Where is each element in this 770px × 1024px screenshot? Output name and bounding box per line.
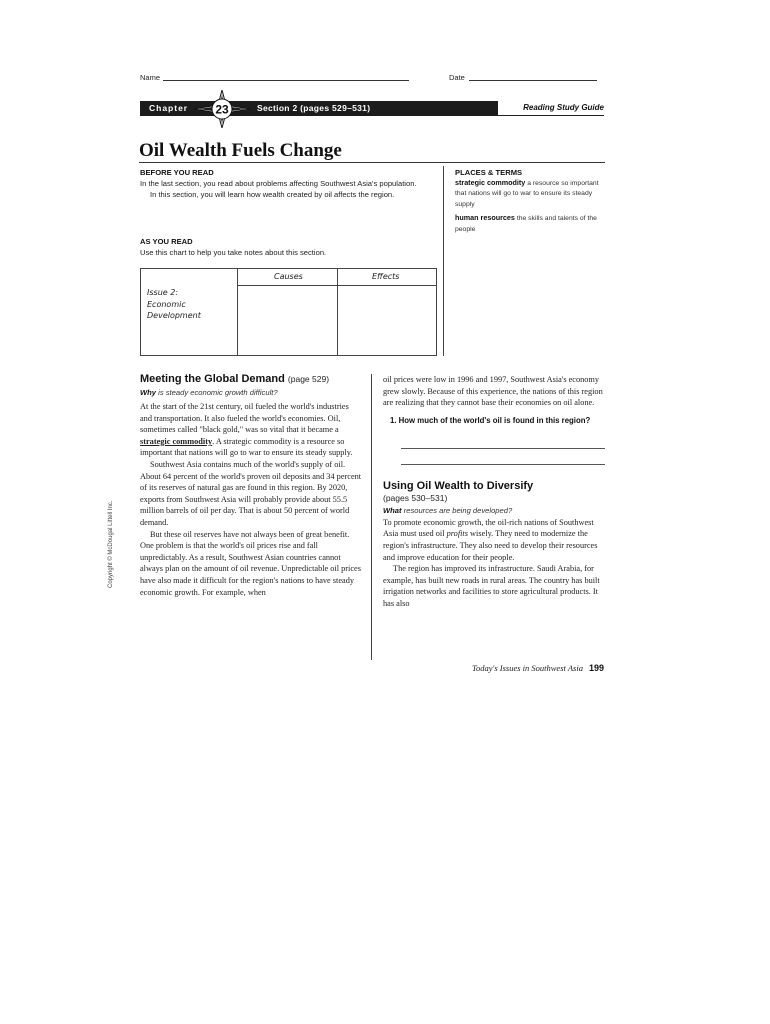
date-label: Date	[449, 73, 465, 82]
page-number: 199	[588, 663, 604, 673]
term1-word: strategic commodity	[455, 178, 526, 187]
as-you-read-heading: AS YOU READ	[140, 237, 193, 246]
section1-p1-a: At the start of the 21st century, oil fueled the world's industries and transportation. It also fueled the world's economies. Oil, sometimes called "black gold," was so vital that it became a	[140, 402, 349, 435]
section1-question	[140, 388, 362, 397]
chart-effects-cell[interactable]	[339, 286, 436, 355]
places-terms	[455, 168, 605, 235]
row-label-line-3: Development	[147, 311, 201, 320]
section1-p2: Southwest Asia contains much of the world's supply of oil. About 64 percent of the world's proven oil deposits and 34 percent of its reserves of natural gas are found in this region. By 2020, exports from Southwest Asia will probably provide about 55.5 million barrels of oil per day. That is about 50 percent of world demand.	[140, 459, 362, 527]
banner-rule	[498, 115, 604, 116]
term2-def: the skills and talents of the people	[455, 215, 597, 233]
column-divider	[371, 374, 372, 660]
page-footer	[472, 663, 604, 673]
question-1: 1. How much of the world's oil is found in this region?	[390, 415, 591, 425]
section2-q-rest: resources are being developed?	[403, 505, 513, 515]
answer-line-2[interactable]	[401, 464, 605, 465]
section1-title: Meeting the Global Demand	[140, 373, 285, 385]
section1-p1-b: . A strategic commodity is a resource so important that nations will go to war to ensure its steady supply.	[140, 436, 353, 458]
before-p1: In the last section, you read about problems affecting Southwest Asia's population.	[140, 179, 417, 188]
section2-p2: The region has improved its infrastructure. Saudi Arabia, for example, has built new roads in rural areas. The country has built irrigation networks and facilities to store agricultural products. It has also	[383, 564, 600, 608]
section2-body	[383, 517, 605, 610]
chart-causes-column[interactable]	[238, 269, 338, 355]
section1-continued: oil prices were low in 1996 and 1997, Southwest Asia's economy grew slowly. Because of this experience, the nations of this region are realizing that they cannot base their economies on oil alone.	[383, 375, 603, 408]
effects-header: Effects	[372, 272, 400, 281]
as-you-read	[140, 237, 435, 258]
date-line[interactable]	[469, 80, 597, 81]
section-global-demand	[140, 373, 362, 598]
section1-page: (page 529)	[287, 374, 330, 384]
chart-row-label	[147, 287, 201, 322]
page-title: Oil Wealth Fuels Change	[139, 140, 342, 161]
section1-p1	[140, 401, 362, 459]
row-label-line-1: Issue 2:	[147, 288, 179, 297]
guide-label: Reading Study Guide	[523, 103, 604, 112]
causes-header: Causes	[274, 272, 303, 281]
compass-star-icon	[194, 90, 250, 128]
as-you-read-text: Use this chart to help you take notes about this section.	[140, 248, 327, 257]
section1-q-word: Why	[140, 388, 157, 397]
copyright-notice: Copyright © McDougal Littell Inc.	[108, 500, 114, 588]
section1-p3: But these oil reserves have not always been of great benefit. One problem is that the world's oil prices rise and fall unpredictably. As a result, Southwest Asian countries cannot always plan on the amount of oil revenue. Unpredictable oil prices have also made it difficult for the region's nations to have steady economic growth. For example, when	[140, 529, 361, 597]
section1-p1-term: strategic commodity	[140, 436, 213, 446]
term-human-resources	[455, 213, 605, 235]
section2-heading: Using Oil Wealth to Diversify	[383, 479, 534, 492]
right-column	[383, 374, 605, 610]
section2-question	[383, 506, 605, 515]
before-you-read	[140, 168, 435, 201]
name-line[interactable]	[163, 80, 409, 81]
notes-chart	[140, 268, 437, 356]
places-terms-heading: PLACES & TERMS	[455, 168, 523, 177]
section-label: Section 2 (pages 529–531)	[257, 103, 371, 113]
title-rule	[139, 162, 605, 163]
footer-book-title: Today's Issues in Southwest Asia	[472, 663, 583, 673]
before-p2: In this section, you will learn how wealth created by oil affects the region.	[150, 190, 395, 200]
chapter-label: Chapter	[149, 103, 189, 113]
chapter-banner	[140, 101, 604, 116]
section1-q-rest: is steady economic growth difficult?	[158, 388, 278, 397]
row-label-line-2: Economic	[147, 299, 186, 309]
section2-p1-b: wisely. They need to modernize the region's infrastructure. They also need to develop their resources and improve education for their people.	[383, 529, 598, 562]
section2-p1	[383, 517, 605, 563]
section2-p1-a: To promote economic growth, the oil-rich nations of Southwest Asia must used oil	[383, 517, 594, 539]
top-divider	[443, 166, 444, 356]
chapter-number: 23	[215, 102, 229, 117]
term2-word: human resources	[455, 213, 515, 223]
section2-page: (pages 530–531)	[383, 492, 448, 503]
answer-line-1[interactable]	[401, 448, 605, 449]
section2-p1-em: profits	[446, 529, 468, 539]
term1-def: a resource so important that nations will go to war to ensure its steady supply	[455, 180, 599, 208]
name-label: Name	[140, 73, 161, 82]
section2-q-word: What	[383, 505, 402, 515]
section1-body	[140, 401, 362, 598]
before-heading: BEFORE YOU READ	[140, 168, 214, 177]
term-strategic-commodity	[455, 178, 605, 210]
section1-heading	[140, 373, 362, 385]
